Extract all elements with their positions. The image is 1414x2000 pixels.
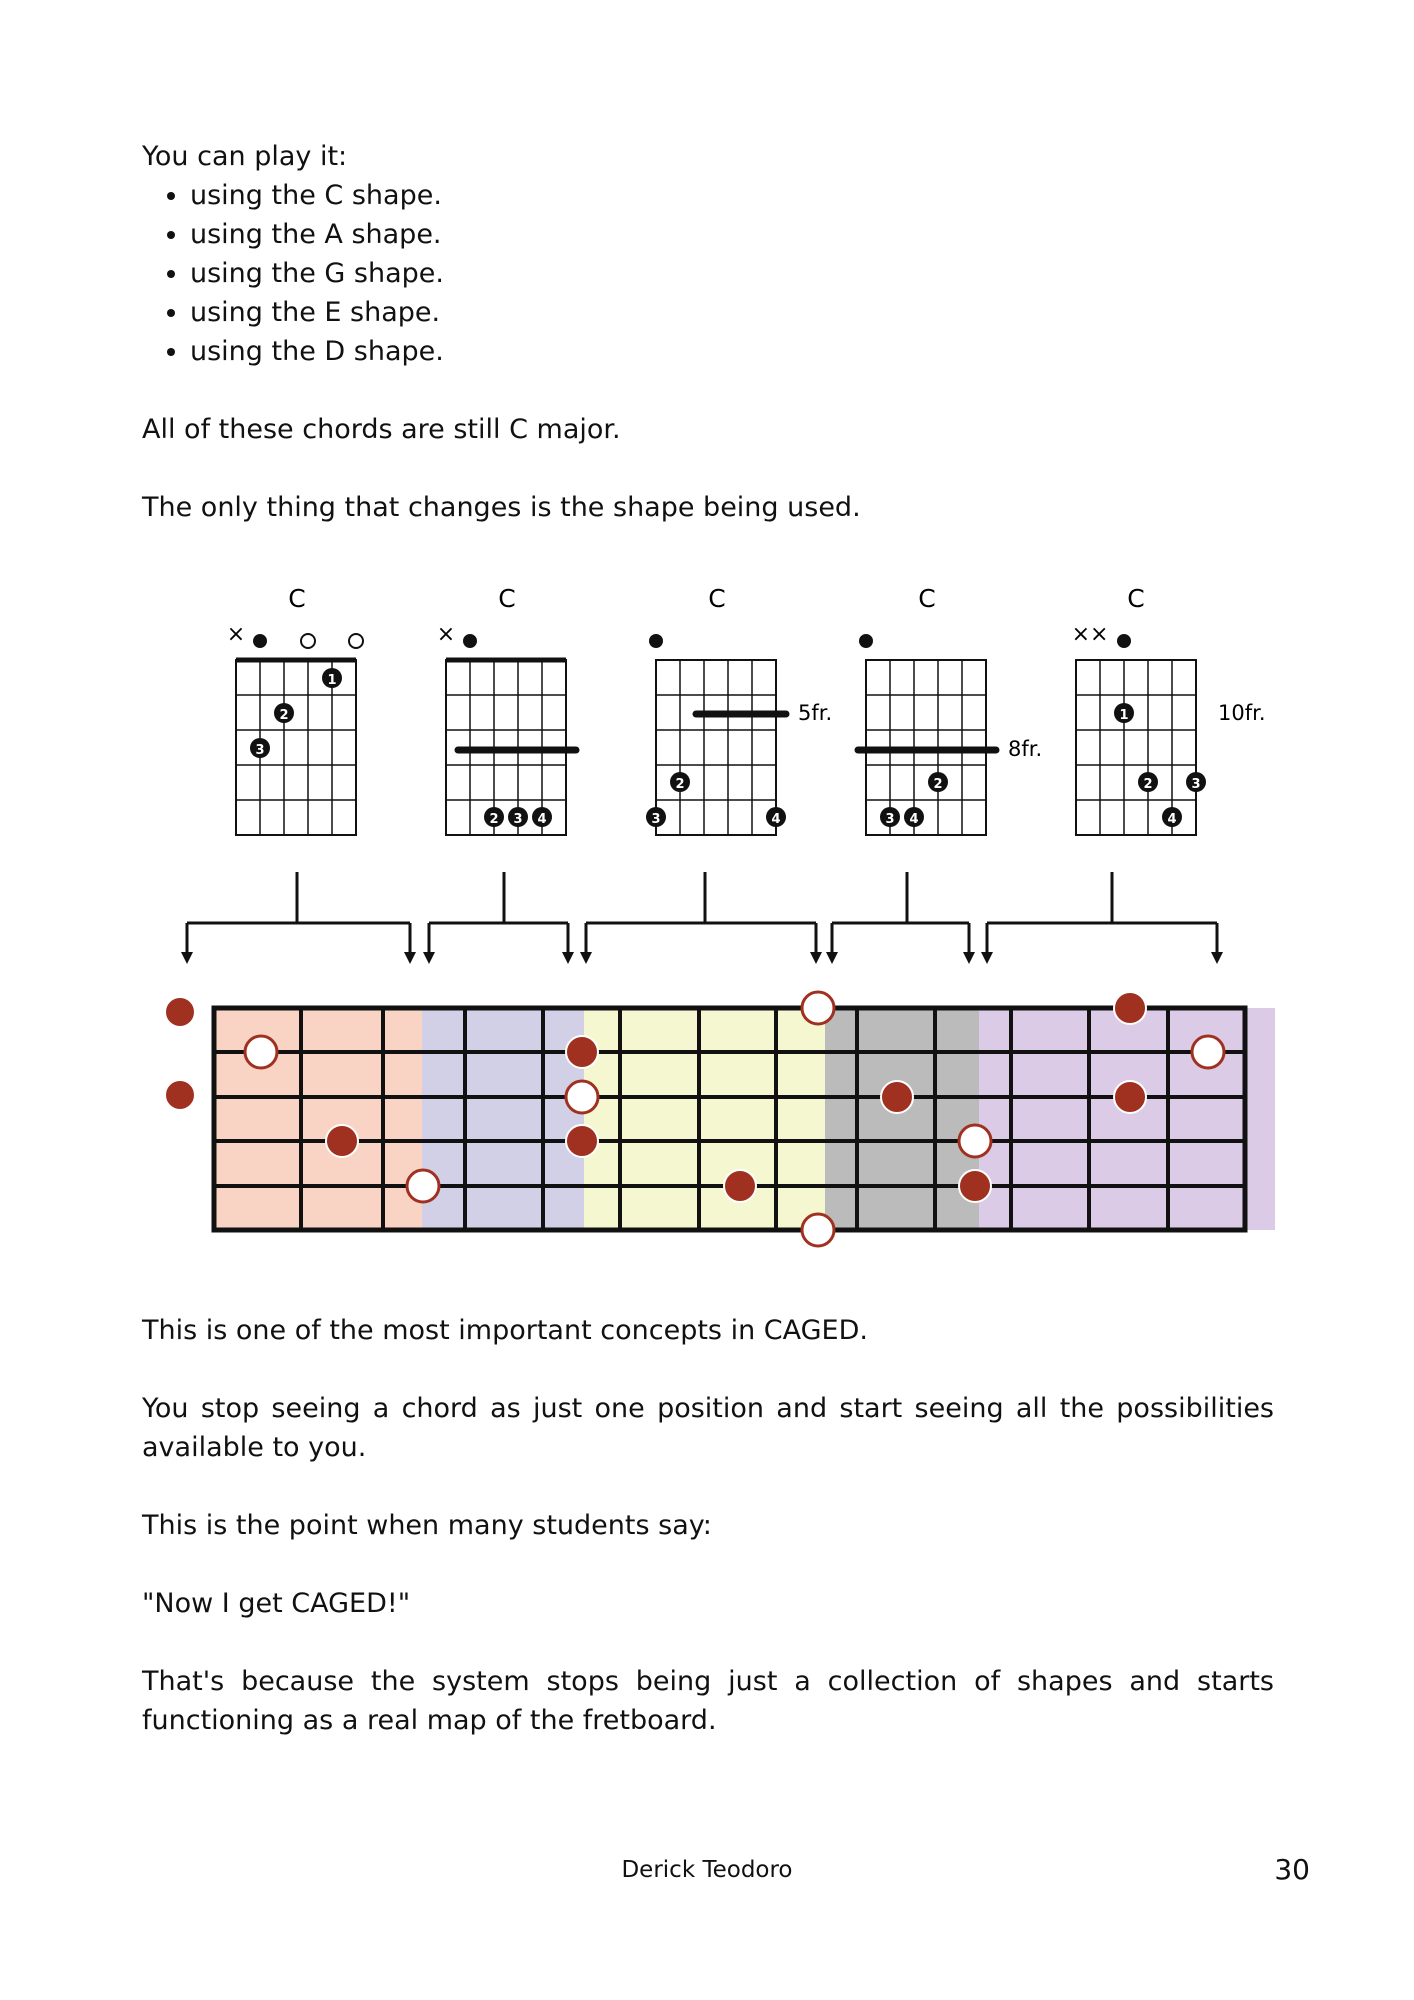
list-item: • using the A shape. [190,215,444,254]
shape-list [142,176,444,371]
paragraph: All of these chords are still C major. [142,414,621,445]
bracket-a [429,872,568,955]
intro-text: You can play it: [142,141,348,172]
arrow-heads [181,952,1223,964]
svg-text:2: 2 [1143,777,1153,792]
svg-text:3: 3 [885,812,895,827]
svg-text:2: 2 [279,708,289,723]
svg-text:4: 4 [771,812,781,827]
svg-text:1: 1 [1119,708,1129,723]
a-shape-region [422,1008,584,1230]
bracket-arrows [187,872,1217,955]
chord-name: C [498,584,516,613]
bracket-d [987,872,1217,955]
root-note [566,1036,598,1068]
paragraph: You stop seeing a chord as just one position and start seeing all the possibilities available to you. [142,1393,1274,1463]
paragraph: The only thing that changes is the shape being used. [142,492,861,523]
chord-tone [407,1170,439,1202]
paragraph: That's because the system stops being just a collection of shapes and starts functioning as a real map of the fretboard. [142,1666,1274,1736]
root-note [1114,992,1146,1024]
muted-string-marker: ×× [1071,622,1109,647]
root-note [959,1170,991,1202]
chord-diagram-a-shape [437,584,576,835]
c-shape-region [214,1008,422,1230]
open-root-marker [1117,634,1131,648]
root-note [1114,1081,1146,1113]
chord-name: C [918,584,936,613]
chord-name: C [288,584,306,613]
chord-tone [959,1125,991,1157]
chord-tone [802,1214,834,1246]
e-shape-region [825,1008,979,1230]
fretboard [165,992,1275,1246]
page-number: 30 [1274,1853,1310,1886]
root-note [165,1080,195,1110]
list-item: • using the E shape. [190,293,444,332]
muted-string-marker: × [226,622,246,647]
bracket-e [832,872,969,955]
open-string-marker [349,634,363,648]
chord-grid [656,660,776,835]
svg-text:2: 2 [933,777,943,792]
chord-diagram-g-shape [646,584,832,835]
svg-text:2: 2 [675,777,685,792]
list-item: • using the D shape. [190,332,444,371]
chord-name: C [708,584,726,613]
bracket-c [187,872,410,955]
chord-tone [566,1081,598,1113]
footer-author: Derick Teodoro [621,1857,793,1883]
chord-tone [802,992,834,1024]
svg-text:4: 4 [537,812,547,827]
root-note [326,1125,358,1157]
chord-diagram-e-shape [858,584,1042,835]
root-note [165,997,195,1027]
list-item: • using the C shape. [190,176,444,215]
paragraph: This is the point when many students say: [142,1510,712,1541]
svg-text:2: 2 [489,812,499,827]
open-root-marker [649,634,663,648]
quote: "Now I get CAGED!" [142,1588,411,1619]
chord-tone [1192,1036,1224,1068]
chord-diagram-c-shape [227,584,363,835]
d-shape-region [979,1008,1275,1230]
paragraph: This is one of the most important concepts in CAGED. [142,1315,868,1346]
open-root-marker [253,634,267,648]
list-item: • using the G shape. [190,254,444,293]
root-note [881,1081,913,1113]
root-note [566,1125,598,1157]
svg-text:4: 4 [909,812,919,827]
chord-diagram-d-shape [1072,584,1266,835]
root-note [724,1170,756,1202]
svg-text:1: 1 [327,673,337,688]
bracket-g [586,872,816,955]
svg-text:4: 4 [1167,812,1177,827]
svg-text:3: 3 [1191,777,1201,792]
svg-text:3: 3 [513,812,523,827]
muted-string-marker: × [436,622,456,647]
fret-label: 8fr. [1008,737,1043,761]
caged-diagram [140,580,1275,1315]
chord-grid [1076,660,1196,835]
svg-text:3: 3 [651,812,661,827]
open-root-marker [859,634,873,648]
fret-label: 5fr. [798,701,833,725]
open-string-marker [301,634,315,648]
chord-name: C [1127,584,1145,613]
svg-text:3: 3 [255,743,265,758]
open-root-marker [463,634,477,648]
chord-tone [245,1036,277,1068]
fret-label: 10fr. [1218,701,1266,725]
